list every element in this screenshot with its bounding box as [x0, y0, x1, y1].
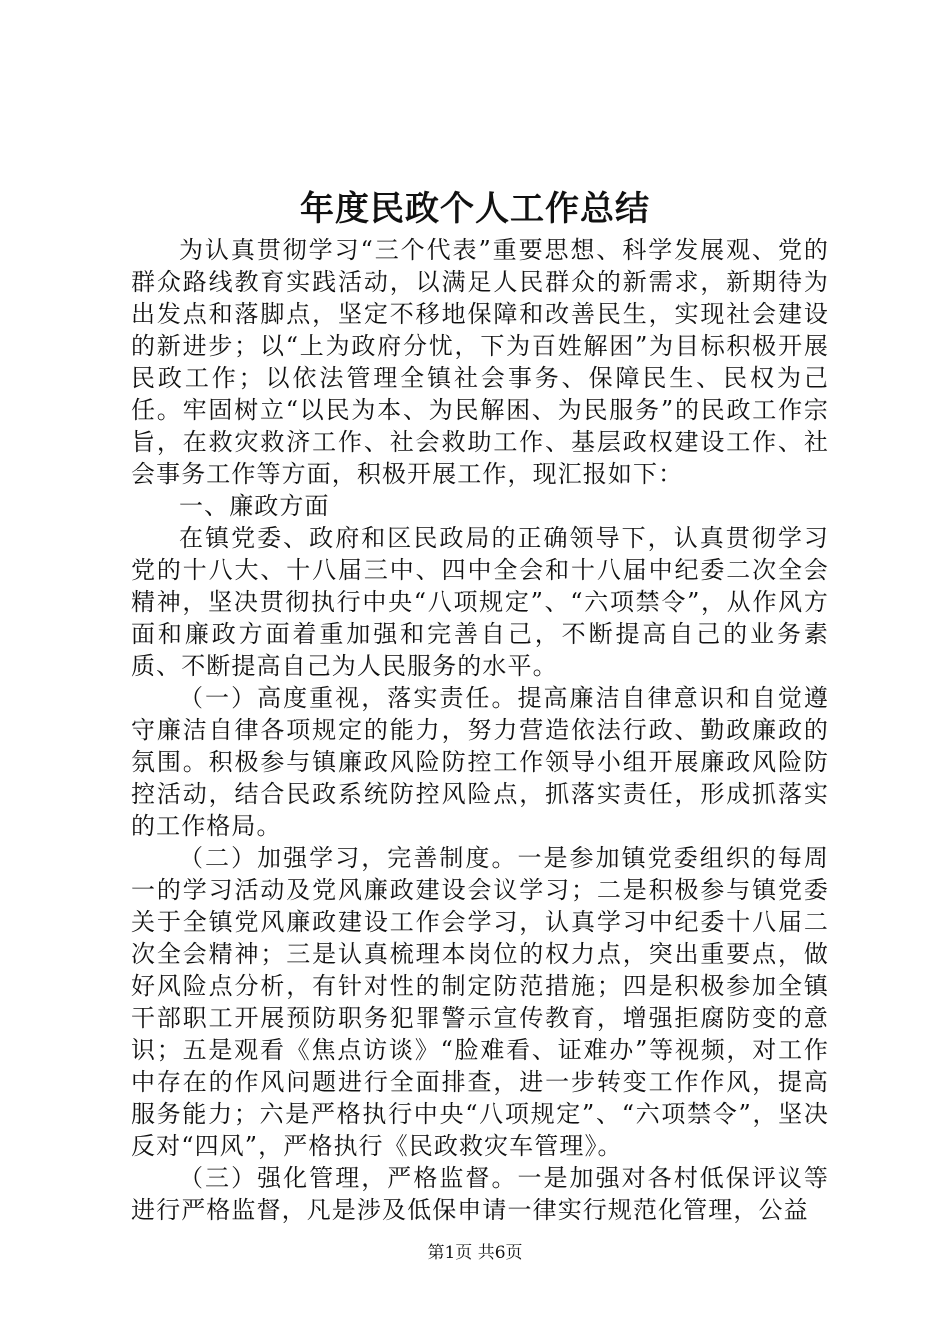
- page-title: 年度民政个人工作总结: [300, 189, 650, 229]
- body-paragraph: 在镇党委、政府和区民政局的正确领导下，认真贯彻学习党的十八大、十八届三中、四中全会和十八届中纪委二次全会精神，坚决贯彻执行中央“八项规定”、“六项禁令”，从作风方面和廉政方面着重加强和完善自己，不断提高自己的业务素质、不断提高自己为人民服务的水平。: [131, 524, 829, 680]
- page-number-footer: 第1页 共6页: [427, 1243, 523, 1263]
- intro-paragraph: 为认真贯彻学习“三个代表”重要思想、科学发展观、党的群众路线教育实践活动，以满足人民群众的新需求，新期待为出发点和落脚点，坚定不移地保障和改善民生，实现社会建设的新进步；以“上为政府分忧，下为百姓解困”为目标积极开展民政工作；以依法管理全镇社会事务、保障民生、民权为己任。牢固树立“以民为本、为民解困、为民服务”的民政工作宗旨，在救灾救济工作、社会救助工作、基层政权建设工作、社会事务工作等方面，积极开展工作，现汇报如下：: [131, 236, 829, 488]
- body-paragraph: （二）加强学习，完善制度。一是参加镇党委组织的每周一的学习活动及党风廉政建设会议学习；二是积极参与镇党委关于全镇党风廉政建设工作会学习，认真学习中纪委十八届二次全会精神；三是认真梳理本岗位的权力点，突出重要点，做好风险点分析，有针对性的制定防范措施；四是积极参加全镇干部职工开展预防职务犯罪警示宣传教育，增强拒腐防变的意识；五是观看《焦点访谈》“脸难看、证难办”等视频，对工作中存在的作风问题进行全面排查，进一步转变工作作风，提高服务能力；六是严格执行中央“八项规定”、“六项禁令”，坚决反对“四风”，严格执行《民政救灾车管理》。: [131, 844, 829, 1160]
- document-body: [131, 234, 829, 1226]
- body-paragraph: （三）强化管理，严格监督。一是加强对各村低保评议等进行严格监督，凡是涉及低保申请一律实行规范化管理，公益: [131, 1164, 829, 1224]
- section-heading: 一、廉政方面: [179, 492, 330, 520]
- body-paragraph: （一）高度重视，落实责任。提高廉洁自律意识和自觉遵守廉洁自律各项规定的能力，努力营造依法行政、勤政廉政的氛围。积极参与镇廉政风险防控工作领导小组开展廉政风险防控活动，结合民政系统防控风险点，抓落实责任，形成抓落实的工作格局。: [131, 684, 829, 840]
